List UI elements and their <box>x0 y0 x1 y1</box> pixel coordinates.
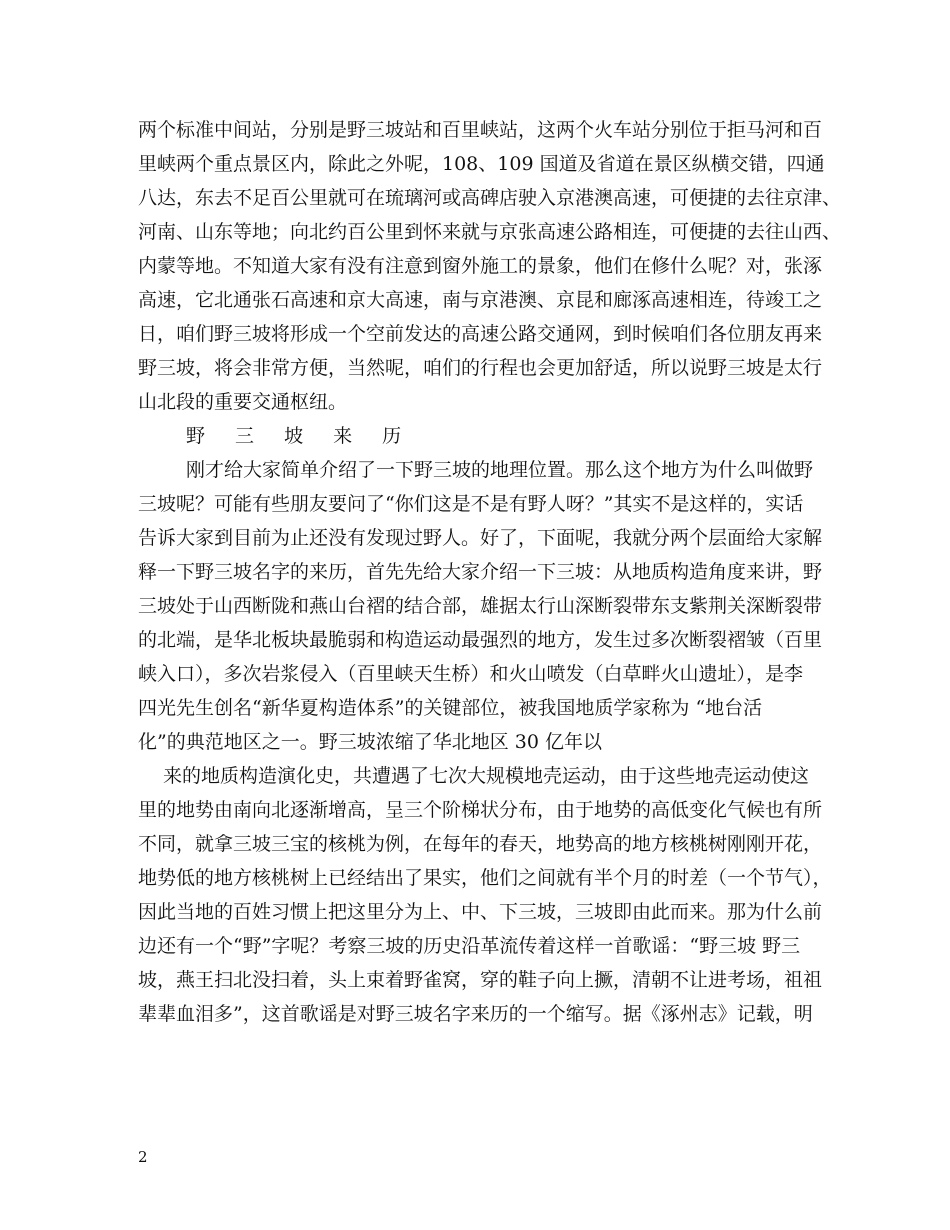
text-line: 坡，燕王扫北没扫着，头上束着野雀窝，穿的鞋子向上撅，清朝不让进考场，祖祖 <box>138 969 823 991</box>
text-line: 的北端，是华北板块最脆弱和构造运动最强烈的地方，发生过多次断裂褶皱（百里 <box>138 629 823 651</box>
text-line: 不同，就拿三坡三宝的核桃为例，在每年的春天，地势高的地方核桃树刚刚开花， <box>138 833 823 855</box>
text-line: 化”的典范地区之一。野三坡浓缩了华北地区 30 亿年以 <box>138 731 602 753</box>
text-line: 地势低的地方核桃树上已经结出了果实，他们之间就有半个月的时差（一个节气）， <box>138 867 832 889</box>
text-line: 三坡处于山西断陇和燕山台褶的结合部，雄据太行山深断裂带东支紫荆关深断裂带 <box>138 595 823 617</box>
text-line: 两个标准中间站，分别是野三坡站和百里峡站，这两个火车站分别位于拒马河和百 <box>138 119 823 141</box>
text-line: 边还有一个“野”字呢？考察三坡的历史沿革流传着这样一首歌谣：“野三坡 野三 <box>138 935 801 957</box>
text-line: 野三坡，将会非常方便，当然呢，咱们的行程也会更加舒适，所以说野三坡是太行 <box>138 357 823 379</box>
text-line: 辈辈血泪多”，这首歌谣是对野三坡名字来历的一个缩写。据《涿州志》记载，明 <box>138 1003 813 1025</box>
text-line: 内蒙等地。不知道大家有没有注意到窗外施工的景象，他们在修什么呢？对，张涿 <box>138 255 823 277</box>
text-line: 高速，它北通张石高速和京大高速，南与京港澳、京昆和廊涿高速相连，待竣工之 <box>138 289 823 311</box>
text-line: 日，咱们野三坡将形成一个空前发达的高速公路交通网，到时候咱们各位朋友再来 <box>138 323 823 345</box>
text-line: 里峡两个重点景区内，除此之外呢，108、109 国道及省道在景区纵横交错，四通 <box>138 153 825 175</box>
text-line: 三坡呢？可能有些朋友要问了“你们这是不是有野人呀？”其实不是这样的，实话 <box>138 493 804 515</box>
text-line: 刚才给大家简单介绍了一下野三坡的地理位置。那么这个地方为什么叫做野 <box>186 459 814 481</box>
text-line: 释一下野三坡名字的来历，首先先给大家介绍一下三坡：从地质构造角度来讲，野 <box>138 561 823 583</box>
text-line: 来的地质构造演化史，共遭遇了七次大规模地壳运动，由于这些地壳运动使这 <box>163 765 810 787</box>
text-line: 河南、山东等地；向北约百公里到怀来就与京张高速公路相连，可便捷的去往山西、 <box>138 221 842 243</box>
text-line: 里的地势由南向北逐渐增高，呈三个阶梯状分布，由于地势的高低变化气候也有所 <box>138 799 823 821</box>
text-line: 因此当地的百姓习惯上把这里分为上、中、下三坡，三坡即由此而来。那为什么前 <box>138 901 823 923</box>
text-line: 峡入口），多次岩浆侵入（百里峡天生桥）和火山喷发（白草畔火山遗址），是李 <box>138 663 804 685</box>
text-line: 山北段的重要交通枢纽。 <box>138 391 348 413</box>
text-line: 八达，东去不足百公里就可在琉璃河或高碑店驶入京港澳高速，可便捷的去往京津、 <box>138 187 842 209</box>
text-line: 告诉大家到目前为止还没有发现过野人。好了，下面呢，我就分两个层面给大家解 <box>138 527 823 549</box>
section-heading: 野 三 坡 来 历 <box>186 425 414 447</box>
page-number: 2 <box>138 1148 148 1166</box>
text-line: 四光先生创名“新华夏构造体系”的关键部位，被我国地质学家称为 “地台活 <box>138 697 763 719</box>
